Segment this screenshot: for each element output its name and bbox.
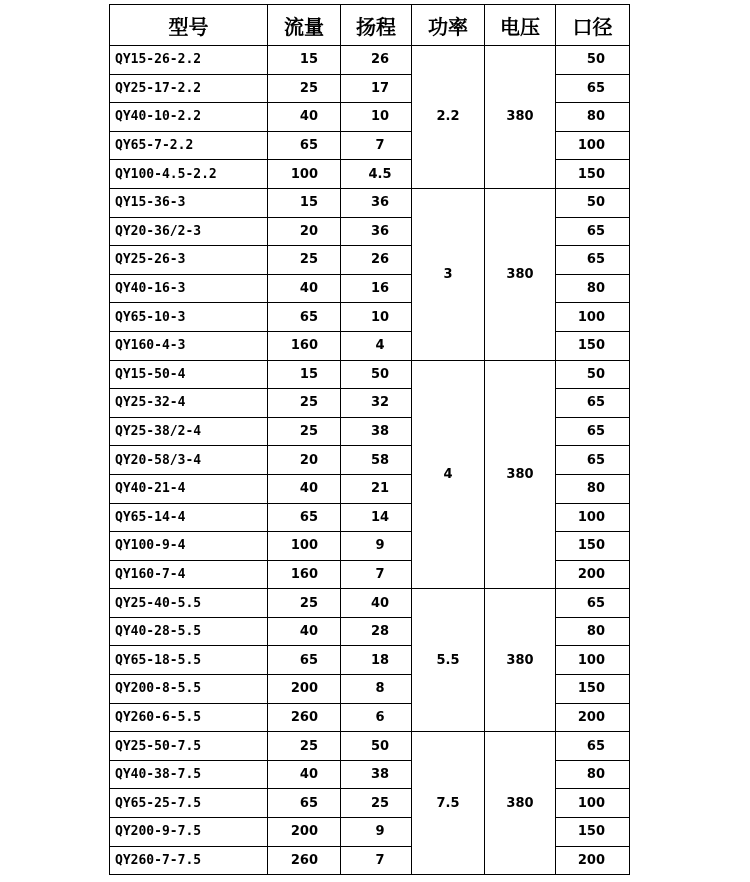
head-cell: 36 <box>341 188 412 217</box>
flow-cell: 65 <box>268 503 341 532</box>
flow-cell: 260 <box>268 846 341 875</box>
head-cell: 40 <box>341 589 412 618</box>
diameter-cell: 150 <box>556 818 630 847</box>
power-cell: 4 <box>412 360 485 589</box>
model-cell: QY15-26-2.2 <box>110 46 268 75</box>
diameter-cell: 65 <box>556 74 630 103</box>
diameter-cell: 80 <box>556 617 630 646</box>
voltage-cell: 380 <box>485 589 556 732</box>
power-cell: 5.5 <box>412 589 485 732</box>
diameter-cell: 65 <box>556 446 630 475</box>
header-flow: 流量 <box>268 5 341 46</box>
head-cell: 50 <box>341 732 412 761</box>
head-cell: 6 <box>341 703 412 732</box>
head-cell: 50 <box>341 360 412 389</box>
head-cell: 4.5 <box>341 160 412 189</box>
model-cell: QY20-58/3-4 <box>110 446 268 475</box>
flow-cell: 160 <box>268 331 341 360</box>
flow-cell: 160 <box>268 560 341 589</box>
diameter-cell: 200 <box>556 560 630 589</box>
flow-cell: 200 <box>268 675 341 704</box>
head-cell: 26 <box>341 46 412 75</box>
model-cell: QY15-50-4 <box>110 360 268 389</box>
flow-cell: 15 <box>268 46 341 75</box>
diameter-cell: 80 <box>556 274 630 303</box>
diameter-cell: 150 <box>556 331 630 360</box>
header-diameter: 口径 <box>556 5 630 46</box>
diameter-cell: 65 <box>556 217 630 246</box>
model-cell: QY25-32-4 <box>110 389 268 418</box>
model-cell: QY260-7-7.5 <box>110 846 268 875</box>
table-row <box>110 46 630 75</box>
power-cell: 3 <box>412 188 485 360</box>
flow-cell: 25 <box>268 589 341 618</box>
head-cell: 14 <box>341 503 412 532</box>
head-cell: 10 <box>341 103 412 132</box>
head-cell: 18 <box>341 646 412 675</box>
header-voltage: 电压 <box>485 5 556 46</box>
voltage-cell: 380 <box>485 360 556 589</box>
head-cell: 32 <box>341 389 412 418</box>
flow-cell: 25 <box>268 417 341 446</box>
head-cell: 9 <box>341 532 412 561</box>
diameter-cell: 65 <box>556 246 630 275</box>
head-cell: 7 <box>341 560 412 589</box>
head-cell: 28 <box>341 617 412 646</box>
diameter-cell: 50 <box>556 46 630 75</box>
header-row <box>110 5 630 46</box>
model-cell: QY40-10-2.2 <box>110 103 268 132</box>
flow-cell: 15 <box>268 188 341 217</box>
model-cell: QY25-38/2-4 <box>110 417 268 446</box>
diameter-cell: 65 <box>556 389 630 418</box>
power-cell: 7.5 <box>412 732 485 875</box>
diameter-cell: 65 <box>556 417 630 446</box>
voltage-cell: 380 <box>485 188 556 360</box>
head-cell: 58 <box>341 446 412 475</box>
model-cell: QY200-8-5.5 <box>110 675 268 704</box>
header-power: 功率 <box>412 5 485 46</box>
diameter-cell: 100 <box>556 789 630 818</box>
model-cell: QY25-17-2.2 <box>110 74 268 103</box>
flow-cell: 15 <box>268 360 341 389</box>
table-row <box>110 360 630 389</box>
head-cell: 36 <box>341 217 412 246</box>
model-cell: QY200-9-7.5 <box>110 818 268 847</box>
model-cell: QY100-4.5-2.2 <box>110 160 268 189</box>
model-cell: QY25-26-3 <box>110 246 268 275</box>
model-cell: QY40-38-7.5 <box>110 760 268 789</box>
diameter-cell: 50 <box>556 188 630 217</box>
head-cell: 21 <box>341 474 412 503</box>
model-cell: QY25-40-5.5 <box>110 589 268 618</box>
diameter-cell: 100 <box>556 646 630 675</box>
flow-cell: 40 <box>268 617 341 646</box>
flow-cell: 200 <box>268 818 341 847</box>
diameter-cell: 150 <box>556 160 630 189</box>
head-cell: 25 <box>341 789 412 818</box>
model-cell: QY100-9-4 <box>110 532 268 561</box>
head-cell: 7 <box>341 846 412 875</box>
diameter-cell: 80 <box>556 103 630 132</box>
voltage-cell: 380 <box>485 732 556 875</box>
header-head: 扬程 <box>341 5 412 46</box>
model-cell: QY65-25-7.5 <box>110 789 268 818</box>
diameter-cell: 100 <box>556 303 630 332</box>
model-cell: QY20-36/2-3 <box>110 217 268 246</box>
model-cell: QY65-7-2.2 <box>110 131 268 160</box>
head-cell: 9 <box>341 818 412 847</box>
flow-cell: 20 <box>268 217 341 246</box>
voltage-cell: 380 <box>485 46 556 189</box>
model-cell: QY65-14-4 <box>110 503 268 532</box>
diameter-cell: 100 <box>556 131 630 160</box>
diameter-cell: 65 <box>556 589 630 618</box>
flow-cell: 260 <box>268 703 341 732</box>
flow-cell: 25 <box>268 389 341 418</box>
model-cell: QY40-16-3 <box>110 274 268 303</box>
head-cell: 8 <box>341 675 412 704</box>
head-cell: 16 <box>341 274 412 303</box>
flow-cell: 20 <box>268 446 341 475</box>
diameter-cell: 80 <box>556 760 630 789</box>
head-cell: 7 <box>341 131 412 160</box>
diameter-cell: 150 <box>556 532 630 561</box>
head-cell: 26 <box>341 246 412 275</box>
model-cell: QY15-36-3 <box>110 188 268 217</box>
power-cell: 2.2 <box>412 46 485 189</box>
diameter-cell: 80 <box>556 474 630 503</box>
flow-cell: 65 <box>268 303 341 332</box>
flow-cell: 65 <box>268 131 341 160</box>
model-cell: QY260-6-5.5 <box>110 703 268 732</box>
head-cell: 10 <box>341 303 412 332</box>
flow-cell: 40 <box>268 760 341 789</box>
model-cell: QY65-10-3 <box>110 303 268 332</box>
flow-cell: 100 <box>268 160 341 189</box>
diameter-cell: 200 <box>556 846 630 875</box>
table-row <box>110 188 630 217</box>
diameter-cell: 150 <box>556 675 630 704</box>
model-cell: QY160-4-3 <box>110 331 268 360</box>
head-cell: 17 <box>341 74 412 103</box>
flow-cell: 40 <box>268 103 341 132</box>
pump-spec-table <box>109 4 630 875</box>
head-cell: 4 <box>341 331 412 360</box>
flow-cell: 40 <box>268 274 341 303</box>
flow-cell: 40 <box>268 474 341 503</box>
model-cell: QY40-28-5.5 <box>110 617 268 646</box>
model-cell: QY25-50-7.5 <box>110 732 268 761</box>
flow-cell: 100 <box>268 532 341 561</box>
model-cell: QY65-18-5.5 <box>110 646 268 675</box>
flow-cell: 65 <box>268 646 341 675</box>
flow-cell: 25 <box>268 246 341 275</box>
diameter-cell: 65 <box>556 732 630 761</box>
flow-cell: 25 <box>268 74 341 103</box>
table-body <box>110 46 630 875</box>
model-cell: QY160-7-4 <box>110 560 268 589</box>
head-cell: 38 <box>341 417 412 446</box>
model-cell: QY40-21-4 <box>110 474 268 503</box>
table-row <box>110 589 630 618</box>
diameter-cell: 200 <box>556 703 630 732</box>
header-model: 型号 <box>110 5 268 46</box>
flow-cell: 65 <box>268 789 341 818</box>
diameter-cell: 50 <box>556 360 630 389</box>
flow-cell: 25 <box>268 732 341 761</box>
head-cell: 38 <box>341 760 412 789</box>
table-row <box>110 732 630 761</box>
diameter-cell: 100 <box>556 503 630 532</box>
